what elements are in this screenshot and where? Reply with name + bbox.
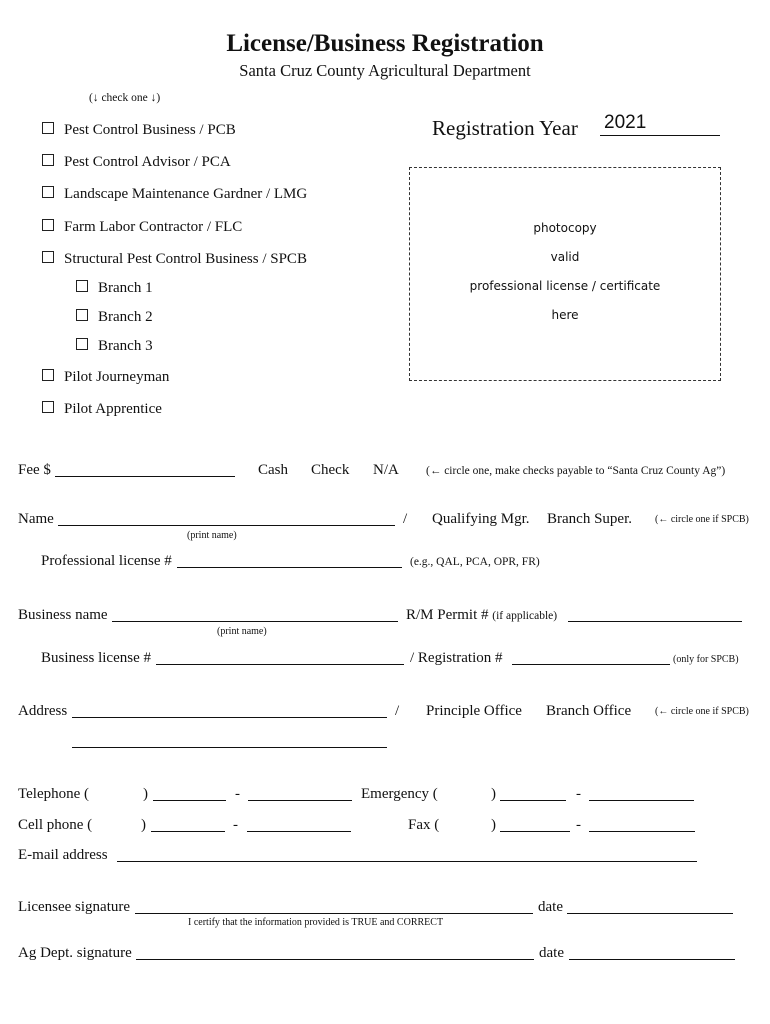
- cell-prefix-field[interactable]: [151, 831, 225, 832]
- office-note: (← circle one if SPCB): [655, 706, 749, 717]
- professional-license-field[interactable]: [177, 567, 402, 568]
- registration-number-label: / Registration #: [410, 650, 503, 666]
- fax-number-field[interactable]: [589, 831, 695, 832]
- business-name-label: Business name: [18, 607, 108, 623]
- photocopy-license-box: [409, 167, 721, 381]
- cell-phone-label: Cell phone (: [18, 817, 93, 833]
- fee-option-cash[interactable]: Cash: [258, 462, 288, 478]
- registration-year-label: Registration Year: [432, 116, 578, 140]
- ag-dept-signature-label: Ag Dept. signature: [18, 945, 132, 961]
- telephone-number-field[interactable]: [248, 800, 352, 801]
- ag-dept-date-label: date: [539, 945, 564, 961]
- emergency-prefix-field[interactable]: [500, 800, 566, 801]
- fee-option-na[interactable]: N/A: [373, 462, 399, 478]
- registration-number-field[interactable]: [512, 664, 670, 665]
- ag-dept-signature-field[interactable]: [136, 959, 534, 960]
- checkbox[interactable]: [42, 401, 54, 413]
- role-note: (← circle one if SPCB): [655, 514, 749, 525]
- fee-note: (← circle one, make checks payable to “Santa Cruz County Ag”): [426, 465, 726, 477]
- fee-label: Fee $: [18, 462, 51, 478]
- licensee-signature-field[interactable]: [135, 913, 533, 914]
- license-option-flc[interactable]: Farm Labor Contractor / FLC: [42, 219, 242, 236]
- address-slash: /: [395, 703, 400, 719]
- licensee-date-field[interactable]: [567, 913, 733, 914]
- name-slash: /: [403, 511, 408, 527]
- checkbox[interactable]: [42, 251, 54, 263]
- license-option-pilot-apprentice[interactable]: Pilot Apprentice: [42, 401, 162, 418]
- office-option-branch[interactable]: Branch Office: [546, 703, 632, 719]
- license-option-branch-2[interactable]: Branch 2: [76, 309, 153, 326]
- cell-dash: -: [233, 817, 238, 833]
- email-label: E-mail address: [18, 847, 108, 863]
- role-option-qualifying-mgr[interactable]: Qualifying Mgr.: [432, 511, 530, 527]
- emergency-dash: -: [576, 786, 581, 802]
- certify-statement: I certify that the information provided is TRUE and CORRECT: [188, 917, 444, 928]
- fee-field[interactable]: [55, 476, 235, 477]
- license-option-spcb[interactable]: Structural Pest Control Business / SPCB: [42, 251, 307, 268]
- checkbox[interactable]: [42, 219, 54, 231]
- business-license-field[interactable]: [156, 664, 404, 665]
- check-one-instruction: (↓ check one ↓): [89, 92, 161, 104]
- telephone-close-paren: ): [143, 786, 148, 802]
- photocopy-text: professional license / certificate: [469, 279, 661, 293]
- telephone-label: Telephone (: [18, 786, 90, 802]
- business-name-hint: (print name): [217, 626, 267, 637]
- registration-number-note: (only for SPCB): [673, 654, 739, 665]
- license-option-branch-3[interactable]: Branch 3: [76, 338, 153, 355]
- emergency-close-paren: ): [491, 786, 496, 802]
- role-option-branch-super[interactable]: Branch Super.: [547, 511, 632, 527]
- professional-license-label: Professional license #: [41, 553, 172, 569]
- checkbox[interactable]: [76, 280, 88, 292]
- checkbox[interactable]: [42, 154, 54, 166]
- license-option-lmg[interactable]: Landscape Maintenance Gardner / LMG: [42, 186, 307, 203]
- name-field[interactable]: [58, 525, 395, 526]
- name-hint: (print name): [187, 530, 237, 541]
- fax-label: Fax (: [408, 817, 440, 833]
- ag-dept-date-field[interactable]: [569, 959, 735, 960]
- cell-close-paren: ): [141, 817, 146, 833]
- checkbox[interactable]: [76, 338, 88, 350]
- license-option-pilot-journeyman[interactable]: Pilot Journeyman: [42, 369, 169, 386]
- photocopy-text: photocopy: [533, 221, 597, 235]
- name-label: Name: [18, 511, 54, 527]
- licensee-signature-label: Licensee signature: [18, 899, 131, 915]
- office-option-principle[interactable]: Principle Office: [426, 703, 522, 719]
- license-option-branch-1[interactable]: Branch 1: [76, 280, 153, 297]
- form-subtitle: Santa Cruz County Agricultural Department: [239, 61, 531, 80]
- photocopy-text: here: [551, 308, 579, 322]
- address-field-line-2[interactable]: [72, 747, 387, 748]
- registration-year-value[interactable]: 2021: [604, 112, 647, 133]
- emergency-label: Emergency (: [361, 786, 438, 802]
- rm-permit-label: R/M Permit # (if applicable): [406, 607, 558, 623]
- license-option-pcb[interactable]: Pest Control Business / PCB: [42, 122, 236, 139]
- checkbox[interactable]: [76, 309, 88, 321]
- business-license-label: Business license #: [41, 650, 151, 666]
- checkbox[interactable]: [42, 369, 54, 381]
- telephone-dash: -: [235, 786, 240, 802]
- cell-number-field[interactable]: [247, 831, 351, 832]
- telephone-prefix-field[interactable]: [153, 800, 226, 801]
- photocopy-text: valid: [550, 250, 580, 264]
- rm-permit-field[interactable]: [568, 621, 742, 622]
- fee-option-check[interactable]: Check: [311, 462, 350, 478]
- emergency-number-field[interactable]: [589, 800, 694, 801]
- registration-year-line: [600, 135, 720, 136]
- address-label: Address: [18, 703, 68, 719]
- checkbox[interactable]: [42, 122, 54, 134]
- business-name-field[interactable]: [112, 621, 398, 622]
- address-field-line-1[interactable]: [72, 717, 387, 718]
- professional-license-note: (e.g., QAL, PCA, OPR, FR): [410, 556, 540, 568]
- form-title: License/Business Registration: [226, 30, 544, 57]
- fax-prefix-field[interactable]: [500, 831, 570, 832]
- checkbox[interactable]: [42, 186, 54, 198]
- email-field[interactable]: [117, 861, 697, 862]
- licensee-date-label: date: [538, 899, 563, 915]
- license-option-pca[interactable]: Pest Control Advisor / PCA: [42, 154, 231, 171]
- fax-close-paren: ): [491, 817, 496, 833]
- fax-dash: -: [576, 817, 581, 833]
